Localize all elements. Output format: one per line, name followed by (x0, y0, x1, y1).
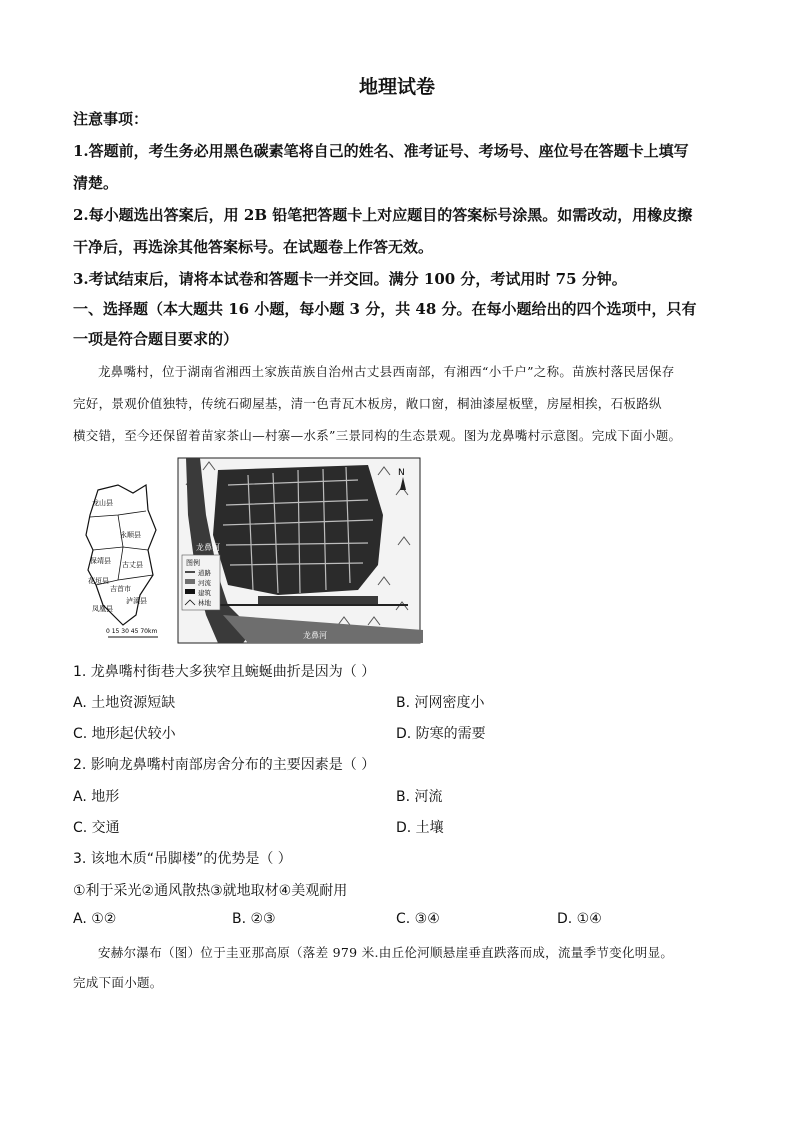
notice-heading: 注意事项： (73, 110, 149, 128)
county-label: 凤凰县 (92, 605, 113, 613)
county-label: 古丈县 (122, 561, 143, 569)
question-2-option-d[interactable]: D. 土壤 (396, 820, 444, 836)
section-heading-line-2: 一项是符合题目要求的） (73, 330, 239, 348)
page-title: 地理试卷 (358, 76, 435, 98)
river-label: 龙鼻河 (196, 543, 220, 552)
county-inset-map (86, 485, 158, 637)
village-map-svg (78, 455, 423, 645)
passage2-line-1: 安赫尔瀑布（图）位于圭亚那高原（落差 979 米.由丘伦河顺悬崖垂直跌落而成，流量季节变化明显。 (98, 945, 674, 960)
legend-item: 河流 (198, 579, 211, 587)
north-arrow-label: N (398, 468, 405, 478)
section-heading-line-1: 一、选择题（本大题共 16 小题，每小题 3 分，共 48 分。在每小题给出的四个选项中，只有 (73, 300, 697, 318)
county-label: 龙山县 (92, 499, 113, 507)
question-2-stem: 2. 影响龙鼻嘴村南部房舍分布的主要因素是（ ） (73, 757, 376, 773)
notice-item-3: 3.考试结束后，请将本试卷和答题卡一并交回。满分 100 分，考试用时 75 分钟。 (73, 270, 627, 288)
question-2-option-a[interactable]: A. 地形 (73, 789, 120, 805)
village-map-figure (78, 455, 423, 645)
passage1-line-2: 完好，景观价值独特，传统石砌屋基，清一色青瓦木板房，敞口窗，桐油漆屋板壁，房屋相挨，石板路纵 (73, 396, 662, 411)
county-label: 永顺县 (120, 531, 141, 539)
question-3-stem: 3. 该地木质“吊脚楼”的优势是（ ） (73, 851, 292, 867)
scale-bar-label: 0 15 30 45 70km (106, 628, 158, 635)
question-2-option-c[interactable]: C. 交通 (73, 820, 120, 836)
legend-item: 建筑 (198, 589, 211, 597)
passage2-line-2: 完成下面小题。 (73, 975, 163, 990)
question-1-option-c[interactable]: C. 地形起伏较小 (73, 726, 176, 742)
legend-title: 图例 (186, 559, 200, 567)
notice-item-1-line-2: 清楚。 (73, 174, 119, 192)
question-3-statements: ①利于采光②通风散热③就地取材④美观耐用 (73, 883, 348, 899)
question-1-option-b[interactable]: B. 河网密度小 (396, 695, 485, 711)
question-1-stem: 1. 龙鼻嘴村街巷大多狭窄且蜿蜒曲折是因为（ ） (73, 664, 376, 680)
county-label: 吉首市 (110, 585, 131, 593)
legend-item: 林地 (198, 599, 211, 607)
county-label: 花垣县 (88, 577, 109, 585)
question-3-option-a[interactable]: A. ①② (73, 911, 117, 927)
question-3-option-b[interactable]: B. ②③ (232, 911, 276, 927)
river-label: 龙鼻河 (303, 631, 327, 640)
question-2-option-b[interactable]: B. 河流 (396, 789, 443, 805)
legend-item: 道路 (198, 569, 211, 577)
question-1-option-a[interactable]: A. 土地资源短缺 (73, 695, 176, 711)
question-3-option-d[interactable]: D. ①④ (557, 911, 602, 927)
notice-item-1-line-1: 1.答题前，考生务必用黑色碳素笔将自己的姓名、准考证号、考场号、座位号在答题卡上填写 (73, 142, 689, 160)
county-label: 保靖县 (90, 557, 111, 565)
notice-item-2-line-1: 2.每小题选出答案后，用 2B 铅笔把答题卡上对应题目的答案标号涂黑。如需改动，用橡皮擦 (73, 206, 693, 224)
question-1-option-d[interactable]: D. 防寒的需要 (396, 726, 486, 742)
passage1-line-3: 横交错，至今还保留着苗家茶山—村寨—水系”三景同构的生态景观。图为龙鼻嘴村示意图。完成下面小题。 (73, 428, 682, 443)
village-main-map (178, 458, 423, 643)
county-label: 泸溪县 (126, 597, 147, 605)
notice-item-2-line-2: 干净后，再选涂其他答案标号。在试题卷上作答无效。 (73, 238, 434, 256)
question-3-option-c[interactable]: C. ③④ (396, 911, 440, 927)
passage1-line-1: 龙鼻嘴村，位于湖南省湘西土家族苗族自治州古丈县西南部，有湘西“小千户”之称。苗族村落民居保存 (98, 364, 675, 379)
